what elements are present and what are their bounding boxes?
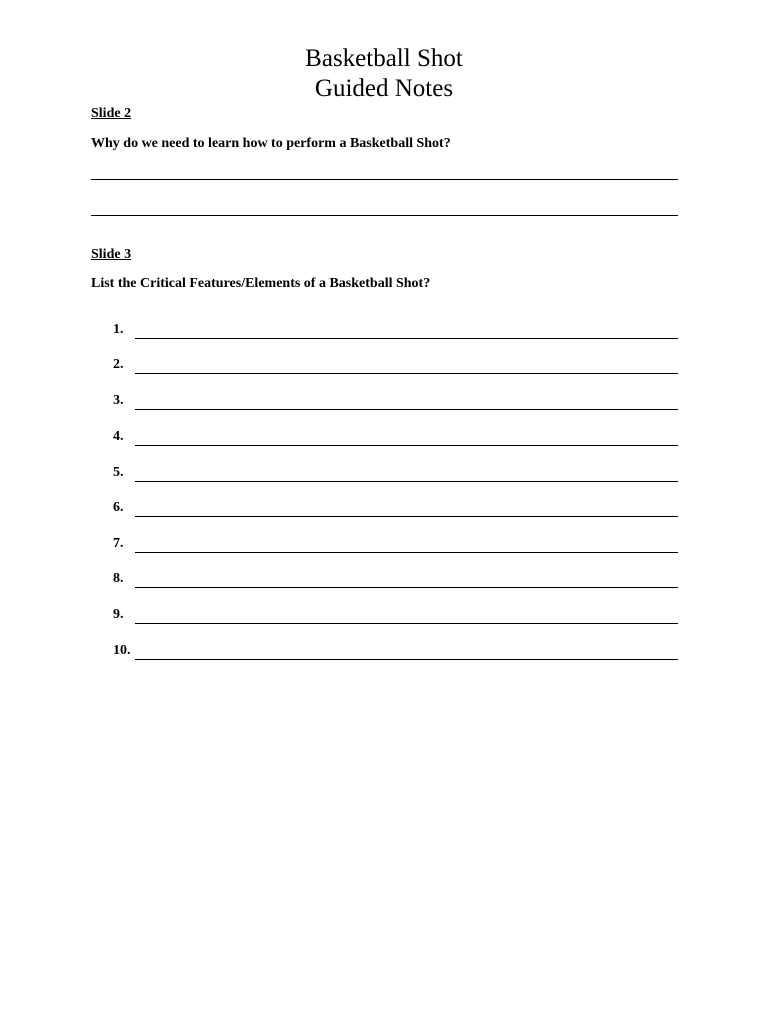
slide-3-question: List the Critical Features/Elements of a Basketball Shot? xyxy=(91,276,431,291)
answer-line-1[interactable] xyxy=(91,179,678,180)
item-answer-line[interactable] xyxy=(135,445,678,446)
title-line-2: Guided Notes xyxy=(314,75,454,102)
answer-line-2[interactable] xyxy=(91,215,678,216)
item-answer-line[interactable] xyxy=(135,338,678,339)
item-number: 10. xyxy=(113,643,131,658)
item-answer-line[interactable] xyxy=(135,373,678,374)
item-number: 3. xyxy=(113,393,124,408)
list-item-1 xyxy=(113,320,678,340)
item-answer-line[interactable] xyxy=(135,659,678,660)
list-item-9 xyxy=(113,605,678,625)
list-item-4 xyxy=(113,427,678,447)
title-line-1: Basketball Shot xyxy=(305,45,463,72)
item-answer-line[interactable] xyxy=(135,587,678,588)
slide-2-question: Why do we need to learn how to perform a Basketball Shot? xyxy=(91,136,451,151)
item-number: 8. xyxy=(113,571,124,586)
item-number: 9. xyxy=(113,607,124,622)
item-number: 2. xyxy=(113,357,124,372)
list-item-7 xyxy=(113,534,678,554)
item-number: 5. xyxy=(113,465,124,480)
item-answer-line[interactable] xyxy=(135,516,678,517)
item-answer-line[interactable] xyxy=(135,623,678,624)
slide-3-label: Slide 3 xyxy=(91,247,132,262)
list-item-6 xyxy=(113,498,678,518)
list-item-2 xyxy=(113,355,678,375)
item-answer-line[interactable] xyxy=(135,409,678,410)
slide-2-label: Slide 2 xyxy=(91,106,132,121)
list-item-10 xyxy=(113,641,678,661)
item-number: 6. xyxy=(113,500,124,515)
list-item-8 xyxy=(113,569,678,589)
document-title xyxy=(0,44,768,104)
item-answer-line[interactable] xyxy=(135,552,678,553)
item-answer-line[interactable] xyxy=(135,481,678,482)
item-number: 4. xyxy=(113,429,124,444)
item-number: 7. xyxy=(113,536,124,551)
list-item-5 xyxy=(113,463,678,483)
item-number: 1. xyxy=(113,322,124,337)
list-item-3 xyxy=(113,391,678,411)
